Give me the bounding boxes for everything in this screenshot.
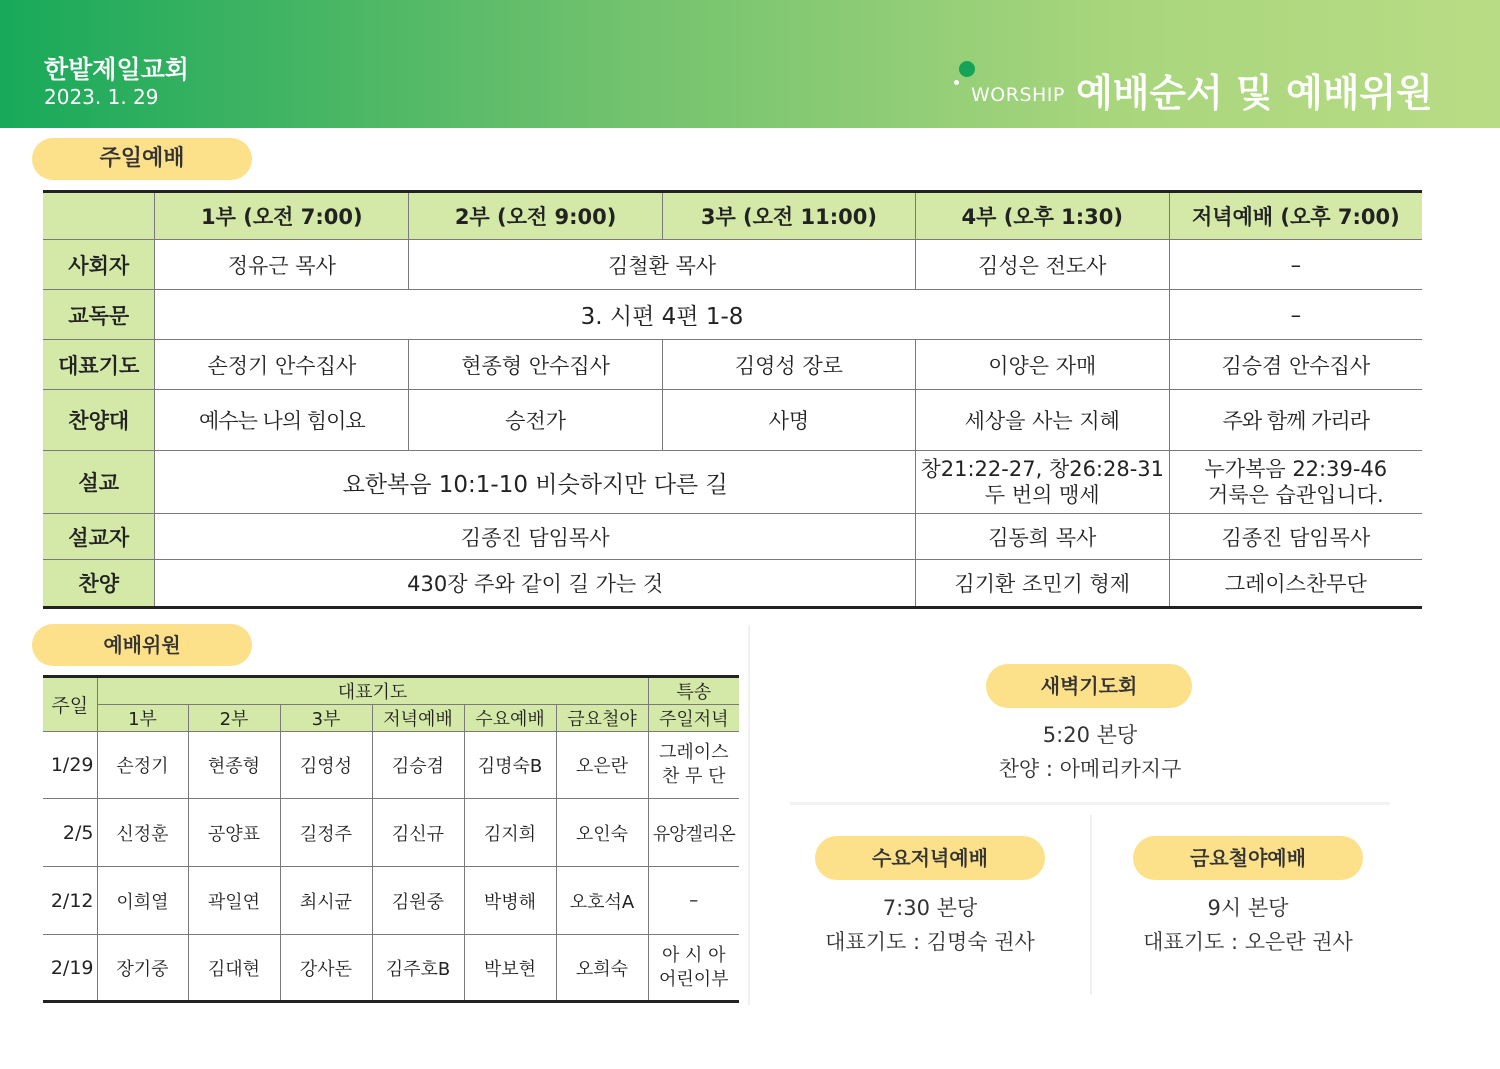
row-head-choir: 찬양대: [43, 390, 155, 451]
cell: 사명: [662, 390, 915, 451]
info-line: 찬양 : 아메리카지구: [998, 757, 1182, 781]
table-cell: 길정주: [280, 799, 372, 867]
row-head-prayer: 대표기도: [43, 340, 155, 390]
cell-line: 두 번의 맹세: [984, 483, 1100, 507]
cell-line: 거룩은 습관입니다.: [1208, 483, 1384, 507]
cell: [915, 451, 1169, 514]
cell: 주와 함께 가리라: [1169, 390, 1422, 451]
friday-service-info: [1098, 891, 1398, 959]
sunday-worship-table: [43, 190, 1422, 609]
vertical-divider: [748, 625, 750, 1005]
cell: 3. 시편 4편 1-8: [155, 290, 1169, 340]
cell: 예수는 나의 힘이요: [155, 390, 409, 451]
table-cell: 박병해: [464, 867, 556, 935]
col-head-2: 2부 (오전 9:00): [409, 192, 663, 240]
table-cell: 김영성: [280, 732, 372, 799]
worship-label: WORSHIP: [971, 84, 1065, 106]
table-cell: 이희열: [97, 867, 188, 935]
head-prayer: 대표기도: [97, 677, 648, 705]
cell: 이양은 자매: [915, 340, 1169, 390]
table-cell: 김대현: [188, 935, 280, 1002]
cell-line: 아 시 아: [661, 944, 726, 966]
committee-table: [43, 675, 739, 1003]
cell: [1169, 451, 1422, 514]
dawn-prayer-info: [940, 718, 1240, 786]
table-cell: 오은란: [556, 732, 648, 799]
table-cell: 최시균: [280, 867, 372, 935]
col-head-4: 4부 (오후 1:30): [915, 192, 1169, 240]
cell: 승전가: [409, 390, 663, 451]
wednesday-service-pill: 수요저녁예배: [815, 836, 1045, 880]
sub-head: 수요예배: [464, 705, 556, 732]
sub-head: 2부: [188, 705, 280, 732]
table-cell: 손정기: [97, 732, 188, 799]
page-title: 예배순서 및 예배위원: [1076, 71, 1433, 115]
table-cell: 박보현: [464, 935, 556, 1002]
cell: 김영성 장로: [662, 340, 915, 390]
cell-line: 창21:22-27, 창26:28-31: [920, 457, 1165, 481]
cell: 김동희 목사: [915, 514, 1169, 560]
table-cell: 김원중: [372, 867, 464, 935]
table-cell: 공양표: [188, 799, 280, 867]
cell: –: [1169, 240, 1422, 290]
friday-service-pill: 금요철야예배: [1133, 836, 1363, 880]
row-head-sermon: 설교: [43, 451, 155, 514]
row-date: 2/19: [43, 935, 97, 1002]
info-line: 5:20 본당: [1042, 723, 1138, 747]
table-cell: 오인숙: [556, 799, 648, 867]
table-cell: 장기중: [97, 935, 188, 1002]
bulletin-date: 2023. 1. 29: [44, 85, 159, 109]
col-head-5: 저녁예배 (오후 7:00): [1169, 192, 1422, 240]
cell-line: 누가복음 22:39-46: [1204, 457, 1388, 481]
row-date: 1/29: [43, 732, 97, 799]
table-cell: 오호석A: [556, 867, 648, 935]
sub-head: 주일저녁: [648, 705, 739, 732]
cell: 김성은 전도사: [915, 240, 1169, 290]
vertical-divider: [1090, 815, 1092, 995]
cell: 세상을 사는 지혜: [915, 390, 1169, 451]
cell: 현종형 안수집사: [409, 340, 663, 390]
row-date: 2/12: [43, 867, 97, 935]
cell: 요한복음 10:1-10 비슷하지만 다른 길: [155, 451, 915, 514]
church-name: 한밭제일교회: [44, 55, 189, 84]
row-date: 2/5: [43, 799, 97, 867]
table-cell: 유앙겔리온: [648, 799, 739, 867]
sub-head: 금요철야: [556, 705, 648, 732]
wednesday-service-info: [780, 891, 1080, 959]
committee-pill: 예배위원: [32, 624, 252, 666]
row-head-reading: 교독문: [43, 290, 155, 340]
sub-head: 3부: [280, 705, 372, 732]
table-cell: 김승겸: [372, 732, 464, 799]
info-line: 대표기도 : 김명숙 권사: [825, 930, 1035, 954]
table-cell: 신정훈: [97, 799, 188, 867]
cell-line: 그레이스: [658, 742, 729, 763]
head-sunday: 주일: [43, 677, 97, 732]
header-banner: [0, 0, 1500, 128]
col-head-1: 1부 (오전 7:00): [155, 192, 409, 240]
cell: 김종진 담임목사: [1169, 514, 1422, 560]
table-cell: 곽일연: [188, 867, 280, 935]
cell: 손정기 안수집사: [155, 340, 409, 390]
table-cell: –: [648, 867, 739, 935]
sub-head: 1부: [97, 705, 188, 732]
head-special: 특송: [648, 677, 739, 705]
cell: –: [1169, 290, 1422, 340]
table-cell: 강사돈: [280, 935, 372, 1002]
table-cell: [648, 732, 739, 799]
col-head-3: 3부 (오전 11:00): [662, 192, 915, 240]
cell: 김종진 담임목사: [155, 514, 915, 560]
cell-line: 찬 무 단: [661, 766, 726, 787]
green-dot-icon: [959, 61, 975, 77]
table-cell: 오희숙: [556, 935, 648, 1002]
row-head-preacher: 설교자: [43, 514, 155, 560]
white-dot-icon: [954, 80, 959, 85]
cell: 김철환 목사: [409, 240, 916, 290]
cell: 김승겸 안수집사: [1169, 340, 1422, 390]
corner-cell: [43, 192, 155, 240]
info-line: 9시 본당: [1207, 896, 1289, 920]
table-cell: 김지희: [464, 799, 556, 867]
cell: 정유근 목사: [155, 240, 409, 290]
cell: 그레이스찬무단: [1169, 560, 1422, 608]
cell: 김기환 조민기 형제: [915, 560, 1169, 608]
row-head-hymn: 찬양: [43, 560, 155, 608]
dawn-prayer-pill: 새벽기도회: [986, 664, 1192, 708]
table-cell: 현종형: [188, 732, 280, 799]
sub-head: 저녁예배: [372, 705, 464, 732]
table-cell: [648, 935, 739, 1002]
cell-line: 어린이부: [658, 968, 729, 990]
cell: 430장 주와 같이 길 가는 것: [155, 560, 915, 608]
info-line: 7:30 본당: [882, 896, 978, 920]
table-cell: 김신규: [372, 799, 464, 867]
info-line: 대표기도 : 오은란 권사: [1143, 930, 1353, 954]
horizontal-divider: [790, 802, 1390, 805]
table-cell: 김주호B: [372, 935, 464, 1002]
table-cell: 김명숙B: [464, 732, 556, 799]
row-head-presider: 사회자: [43, 240, 155, 290]
sunday-worship-pill: 주일예배: [32, 138, 252, 180]
